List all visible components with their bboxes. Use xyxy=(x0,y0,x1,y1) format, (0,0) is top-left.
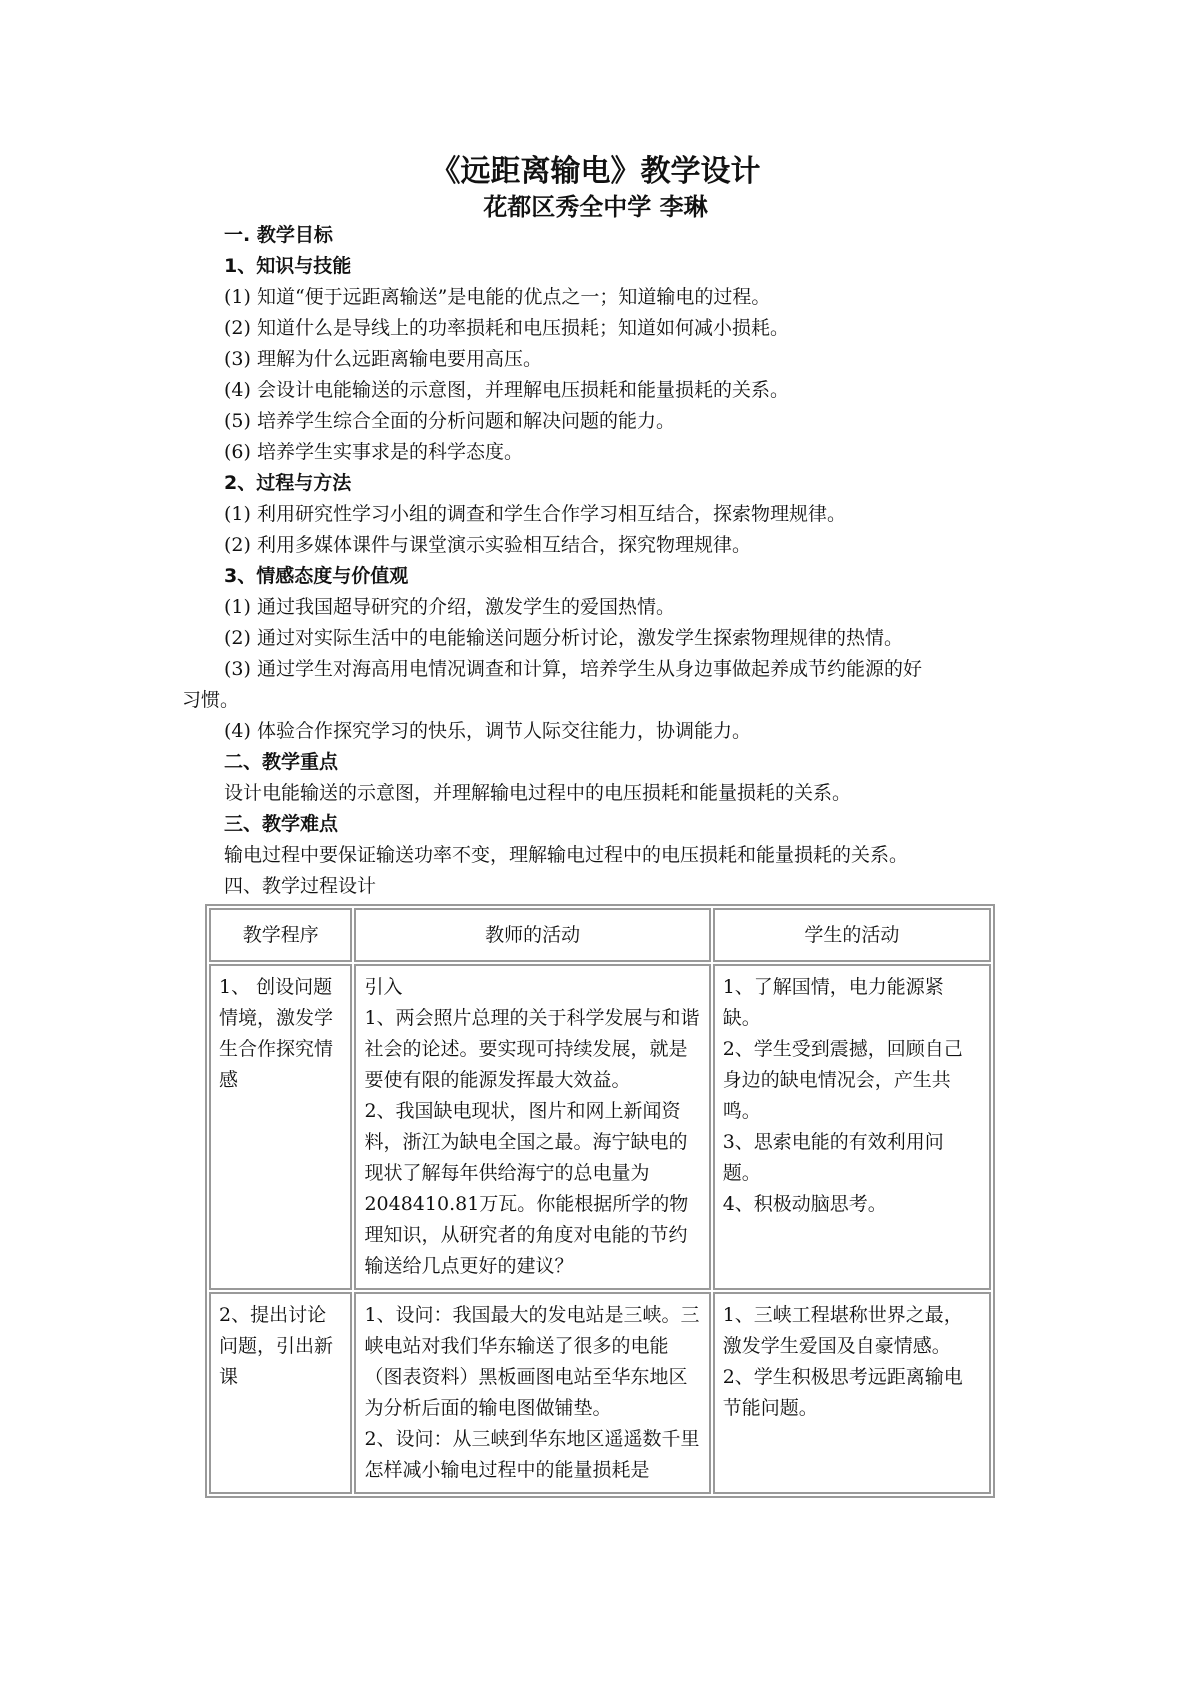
student-text: 1、了解国情，电力能源紧缺。 xyxy=(722,976,944,1029)
knowledge-item: (3) 理解为什么远距离输电要用高压。 xyxy=(224,348,542,370)
lesson-process-table xyxy=(205,904,995,1498)
student-cell xyxy=(713,1292,991,1494)
emotion-item-continuation: 习惯。 xyxy=(182,689,240,711)
emotion-item: (3) 通过学生对海高用电情况调查和计算，培养学生从身边事做起养成节约能源的好 xyxy=(224,658,922,680)
process-item: (2) 利用多媒体课件与课堂演示实验相互结合，探究物理规律。 xyxy=(224,534,751,556)
knowledge-item: (5) 培养学生综合全面的分析问题和解决问题的能力。 xyxy=(224,410,675,432)
step-cell xyxy=(209,1292,352,1494)
emotion-item: (1) 通过我国超导研究的介绍，激发学生的爱国热情。 xyxy=(224,596,675,618)
knowledge-item: (4) 会设计电能输送的示意图，并理解电压损耗和能量损耗的关系。 xyxy=(224,379,789,401)
header-student: 学生的活动 xyxy=(713,908,991,962)
process-heading: 2、过程与方法 xyxy=(224,472,352,494)
teacher-text: 1、两会照片总理的关于科学发展与和谐社会的论述。要实现可持续发展，就是要使有限的能源发挥最大效益。 xyxy=(364,1007,700,1091)
difficulty-text: 输电过程中要保证输送功率不变，理解输电过程中的电压损耗和能量损耗的关系。 xyxy=(224,844,909,866)
table-header-row xyxy=(209,908,991,962)
header-step: 教学程序 xyxy=(209,908,352,962)
table-row xyxy=(209,1292,991,1494)
teacher-text: 引入 xyxy=(364,976,403,998)
page-title: 《远距离输电》教学设计 xyxy=(430,154,761,189)
student-text: 1、三峡工程堪称世界之最，激发学生爱国及自豪情感。 xyxy=(722,1304,963,1357)
student-text: 2、学生积极思考远距离输电节能问题。 xyxy=(722,1366,963,1419)
header-teacher: 教师的活动 xyxy=(354,908,710,962)
student-text: 2、学生受到震撼，回顾自己身边的缺电情况会，产生共鸣。 xyxy=(722,1038,963,1122)
difficulty-heading: 三、教学难点 xyxy=(224,813,339,835)
table-row xyxy=(209,964,991,1290)
step-text: 2、提出讨论问题，引出新课 xyxy=(219,1304,334,1388)
emotion-item: (4) 体验合作探究学习的快乐，调节人际交往能力，协调能力。 xyxy=(224,720,751,742)
teacher-cell xyxy=(354,964,710,1290)
teacher-text: 2、我国缺电现状，图片和网上新闻资料，浙江为缺电全国之最。海宁缺电的现状了解每年供给海宁的总电量为2048410.81万瓦。你能根据所学的物理知识，从研究者的角度对电能的节约输送给几点更好的建议？ xyxy=(364,1100,689,1277)
design-heading: 四、教学过程设计 xyxy=(224,875,377,897)
student-text: 4、积极动脑思考。 xyxy=(722,1193,887,1215)
author-line: 花都区秀全中学 李琳 xyxy=(483,193,708,221)
document-body xyxy=(182,220,1022,902)
teacher-text: 1、设问：我国最大的发电站是三峡。三峡电站对我们华东输送了很多的电能（图表资料）黑板画图电站至华东地区为分析后面的输电图做铺垫。 xyxy=(364,1304,700,1419)
teacher-cell xyxy=(354,1292,710,1494)
knowledge-item: (6) 培养学生实事求是的科学态度。 xyxy=(224,441,523,463)
goals-heading: 一. 教学目标 xyxy=(224,224,333,246)
step-cell xyxy=(209,964,352,1290)
student-cell xyxy=(713,964,991,1290)
process-item: (1) 利用研究性学习小组的调查和学生合作学习相互结合，探索物理规律。 xyxy=(224,503,846,525)
emotion-heading: 3、情感态度与价值观 xyxy=(224,565,409,587)
knowledge-item: (1) 知道“便于远距离输送”是电能的优点之一；知道输电的过程。 xyxy=(224,286,771,308)
emotion-item: (2) 通过对实际生活中的电能输送问题分析讨论，激发学生探索物理规律的热情。 xyxy=(224,627,903,649)
knowledge-heading: 1、知识与技能 xyxy=(224,255,352,277)
teacher-text: 2、设问：从三峡到华东地区遥遥数千里怎样减小输电过程中的能量损耗是 xyxy=(364,1428,700,1481)
key-text: 设计电能输送的示意图，并理解输电过程中的电压损耗和能量损耗的关系。 xyxy=(224,782,852,804)
key-heading: 二、教学重点 xyxy=(224,751,339,773)
student-text: 3、思索电能的有效利用问题。 xyxy=(722,1131,944,1184)
knowledge-item: (2) 知道什么是导线上的功率损耗和电压损耗；知道如何减小损耗。 xyxy=(224,317,789,339)
step-text: 1、 创设问题情境，激发学生合作探究情感 xyxy=(219,976,334,1091)
